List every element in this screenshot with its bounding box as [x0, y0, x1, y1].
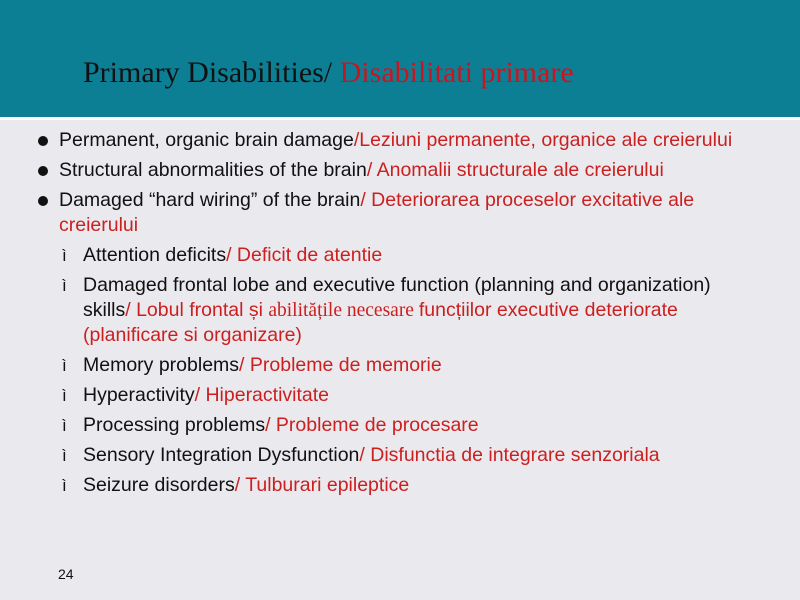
sub-bullet-item: [0, 273, 800, 348]
sub-bullet-marker-icon: ì: [62, 276, 67, 295]
bullet-item: [0, 158, 800, 183]
sub-bullet-marker-icon: ì: [62, 356, 67, 375]
bullet-text-romanian: / Deteriorarea proceselor excitative ale creierului: [59, 189, 695, 236]
bullet-text-english: Structural abnormalities of the brain: [59, 159, 367, 181]
slide-title: [83, 56, 574, 90]
sub-bullet-text-romanian-serif: abilitățile necesare: [268, 300, 419, 321]
sub-bullet-text-english: Attention deficits: [83, 244, 227, 266]
slide-title-romanian: Disabilitati primare: [339, 56, 574, 89]
slide-page-number: 24: [58, 566, 74, 582]
bullet-text-english: Damaged “hard wiring” of the brain: [59, 189, 361, 211]
sub-bullet-item: [0, 243, 800, 268]
sub-bullet-item: [0, 353, 800, 378]
sub-bullet-item: [0, 383, 800, 408]
sub-bullet-marker-icon: ì: [62, 416, 67, 435]
sub-bullet-text-romanian: / Probleme de procesare: [265, 414, 479, 436]
slide-title-english: Primary Disabilities/: [83, 56, 340, 89]
sub-bullet-text-romanian: / Disfunctia de integrare senzoriala: [359, 444, 660, 466]
sub-bullet-text-romanian: / Tulburari epileptice: [234, 474, 410, 496]
slide-header: [0, 0, 800, 117]
sub-bullet-text-english: Hyperactivity: [83, 384, 195, 406]
bullet-item: [0, 128, 800, 153]
bullet-text-english: Permanent, organic brain damage: [59, 129, 354, 151]
header-divider: [0, 117, 800, 120]
sub-bullet-text-romanian: / Deficit de atentie: [226, 244, 383, 266]
sub-bullet-text-romanian: / Probleme de memorie: [239, 354, 442, 376]
sub-bullet-text-english: Processing problems: [83, 414, 266, 436]
bullet-dot-icon: [38, 166, 48, 176]
bullet-item: [0, 188, 800, 238]
bullet-list: [0, 128, 800, 503]
sub-bullet-text-english: Damaged frontal lobe and executive function (planning and organization) skills: [83, 274, 711, 321]
sub-bullet-text-romanian: / Hiperactivitate: [194, 384, 330, 406]
sub-bullet-text-romanian: / Lobul frontal și: [125, 299, 269, 321]
bullet-dot-icon: [38, 136, 48, 146]
sub-bullet-marker-icon: ì: [62, 476, 67, 495]
sub-bullet-marker-icon: ì: [62, 386, 67, 405]
sub-bullet-marker-icon: ì: [62, 446, 67, 465]
sub-bullet-text-romanian-rest: funcțiilor executive deteriorate (planificare si organizare): [83, 299, 678, 346]
sub-bullet-item: [0, 443, 800, 468]
sub-bullet-marker-icon: ì: [62, 246, 67, 265]
bullet-dot-icon: [38, 196, 48, 206]
bullet-text-romanian: / Anomalii structurale ale creierului: [366, 159, 664, 181]
sub-bullet-item: [0, 473, 800, 498]
sub-bullet-item: [0, 413, 800, 438]
sub-bullet-text-english: Seizure disorders: [83, 474, 235, 496]
sub-bullet-text-english: Sensory Integration Dysfunction: [83, 444, 360, 466]
bullet-text-romanian: /Leziuni permanente, organice ale creierului: [353, 129, 733, 151]
sub-bullet-text-english: Memory problems: [83, 354, 240, 376]
